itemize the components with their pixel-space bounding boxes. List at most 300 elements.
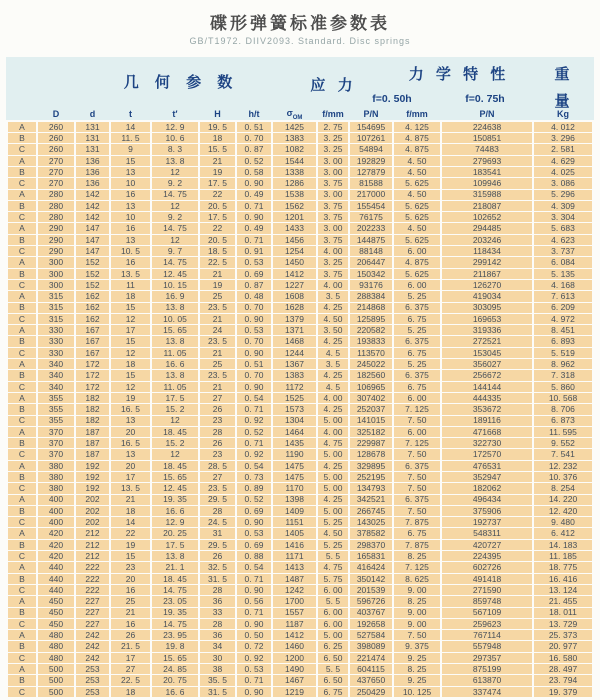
cell-f-075: 6. 75 — [394, 382, 440, 392]
cell-t-prime: 9. 2 — [152, 212, 198, 222]
cell-class: B — [8, 675, 36, 685]
cell-f-050: 5. 00 — [318, 630, 348, 640]
table-row — [8, 190, 592, 200]
cell-t: 20 — [111, 427, 150, 437]
cell-D: 315 — [38, 291, 74, 301]
cell-t: 10. 5 — [111, 246, 150, 256]
cell-p-050: 106965 — [350, 382, 392, 392]
table-row — [8, 517, 592, 527]
cell-sigma-om: 1525 — [273, 393, 316, 403]
cell-d: 136 — [76, 178, 109, 188]
cell-f-075: 9. 25 — [394, 675, 440, 685]
cell-f-050: 3. 75 — [318, 235, 348, 245]
cell-t: 21 — [111, 608, 150, 618]
cell-t-prime: 13. 8 — [152, 303, 198, 313]
table-row — [8, 540, 592, 550]
cell-f-050: 5. 25 — [318, 540, 348, 550]
cell-d: 142 — [76, 212, 109, 222]
cell-sigma-om: 1371 — [273, 325, 316, 335]
cell-p-075: 218087 — [442, 201, 532, 211]
cell-sigma-om: 1170 — [273, 483, 316, 493]
cell-f-075: 4. 50 — [394, 223, 440, 233]
header-weight-top: 重 — [554, 66, 570, 83]
table-body — [8, 122, 592, 697]
cell-t: 14 — [111, 517, 150, 527]
cell-f-050: 3. 50 — [318, 325, 348, 335]
table-row — [8, 664, 592, 674]
cell-p-075: 602726 — [442, 562, 532, 572]
cell-D: 300 — [38, 269, 74, 279]
cell-d: 162 — [76, 303, 109, 313]
cell-p-050: 245022 — [350, 359, 392, 369]
table-row — [8, 449, 592, 459]
cell-kg: 13. 729 — [534, 619, 592, 629]
cell-h-over-t: 0. 92 — [237, 416, 271, 426]
cell-kg: 7. 318 — [534, 370, 592, 380]
cell-D: 270 — [38, 156, 74, 166]
cell-f-075: 7. 50 — [394, 630, 440, 640]
cell-d: 212 — [76, 528, 109, 538]
cell-t-prime: 16. 6 — [152, 687, 198, 697]
cell-D: 270 — [38, 178, 74, 188]
cell-p-050: 154695 — [350, 122, 392, 132]
cell-t: 21 — [111, 495, 150, 505]
cell-sigma-om: 1367 — [273, 359, 316, 369]
cell-d: 222 — [76, 562, 109, 572]
col-header-class — [8, 108, 36, 121]
cell-class: C — [8, 619, 36, 629]
cell-p-075: 294485 — [442, 223, 532, 233]
cell-t: 16 — [111, 190, 150, 200]
cell-f-075: 4. 50 — [394, 167, 440, 177]
cell-p-075: 153045 — [442, 348, 532, 358]
cell-kg: 14. 220 — [534, 495, 592, 505]
cell-t-prime: 12. 45 — [152, 483, 198, 493]
cell-p-075: 126270 — [442, 280, 532, 290]
cell-D: 340 — [38, 370, 74, 380]
cell-h-over-t: 0. 92 — [237, 653, 271, 663]
cell-H: 23. 5 — [200, 370, 235, 380]
cell-f-075: 9. 375 — [394, 641, 440, 651]
cell-h-over-t: 0. 70 — [237, 133, 271, 143]
cell-d: 167 — [76, 336, 109, 346]
cell-D: 290 — [38, 223, 74, 233]
cell-t: 15 — [111, 551, 150, 561]
cell-class: C — [8, 416, 36, 426]
cell-h-over-t: 0. 70 — [237, 370, 271, 380]
cell-h-over-t: 0. 54 — [237, 562, 271, 572]
cell-class: B — [8, 303, 36, 313]
cell-kg: 11. 595 — [534, 427, 592, 437]
cell-d: 172 — [76, 370, 109, 380]
cell-t: 16 — [111, 585, 150, 595]
cell-D: 380 — [38, 483, 74, 493]
cell-class: B — [8, 540, 36, 550]
cell-t-prime: 16. 6 — [152, 506, 198, 516]
cell-p-050: 527584 — [350, 630, 392, 640]
cell-p-075: 102652 — [442, 212, 532, 222]
cell-h-over-t: 0. 87 — [237, 280, 271, 290]
cell-f-050: 5. 00 — [318, 449, 348, 459]
cell-h-over-t: 0. 90 — [237, 348, 271, 358]
cell-t: 22. 5 — [111, 675, 150, 685]
header-weight-bottom: 量 — [554, 93, 570, 110]
cell-f-050: 4. 25 — [318, 404, 348, 414]
cell-class: A — [8, 122, 36, 132]
cell-f-050: 5. 00 — [318, 416, 348, 426]
header-f-050h: f=0. 50h — [372, 93, 412, 105]
table-row — [8, 235, 592, 245]
cell-f-050: 4. 50 — [318, 314, 348, 324]
cell-D: 260 — [38, 133, 74, 143]
cell-f-075: 4. 875 — [394, 133, 440, 143]
cell-sigma-om: 1201 — [273, 212, 316, 222]
cell-sigma-om: 1383 — [273, 370, 316, 380]
cell-f-050: 2. 75 — [318, 122, 348, 132]
cell-t-prime: 19. 35 — [152, 495, 198, 505]
cell-kg: 4. 168 — [534, 280, 592, 290]
cell-h-over-t: 0. 90 — [237, 517, 271, 527]
cell-p-075: 271590 — [442, 585, 532, 595]
cell-sigma-om: 1412 — [273, 269, 316, 279]
cell-sigma-om: 1413 — [273, 562, 316, 572]
cell-kg: 21. 455 — [534, 596, 592, 606]
col-header-H: H — [214, 109, 221, 120]
cell-p-075: 859748 — [442, 596, 532, 606]
cell-D: 500 — [38, 687, 74, 697]
cell-p-050: 604115 — [350, 664, 392, 674]
cell-t: 26 — [111, 630, 150, 640]
cell-kg: 16. 580 — [534, 653, 592, 663]
cell-p-050: 217000 — [350, 190, 392, 200]
cell-H: 34 — [200, 641, 235, 651]
cell-p-050: 202233 — [350, 223, 392, 233]
cell-t-prime: 10. 05 — [152, 314, 198, 324]
cell-t-prime: 21. 1 — [152, 562, 198, 572]
cell-H: 28 — [200, 619, 235, 629]
cell-H: 33 — [200, 608, 235, 618]
cell-H: 24. 5 — [200, 517, 235, 527]
cell-p-075: 491418 — [442, 574, 532, 584]
cell-h-over-t: 0. 69 — [237, 269, 271, 279]
cell-t-prime: 9. 7 — [152, 246, 198, 256]
cell-D: 330 — [38, 336, 74, 346]
cell-f-075: 7. 875 — [394, 540, 440, 550]
cell-D: 440 — [38, 585, 74, 595]
cell-D: 420 — [38, 540, 74, 550]
cell-kg: 3. 304 — [534, 212, 592, 222]
cell-H: 21 — [200, 382, 235, 392]
cell-kg: 19. 379 — [534, 687, 592, 697]
cell-h-over-t: 0. 87 — [237, 144, 271, 154]
cell-h-over-t: 0. 53 — [237, 528, 271, 538]
cell-D: 260 — [38, 144, 74, 154]
cell-class: A — [8, 190, 36, 200]
cell-kg: 13. 124 — [534, 585, 592, 595]
cell-H: 15. 5 — [200, 144, 235, 154]
cell-p-050: 378582 — [350, 528, 392, 538]
cell-H: 35. 5 — [200, 675, 235, 685]
cell-p-075: 144144 — [442, 382, 532, 392]
cell-D: 355 — [38, 404, 74, 414]
cell-kg: 4. 012 — [534, 122, 592, 132]
cell-D: 300 — [38, 257, 74, 267]
cell-f-075: 6. 00 — [394, 246, 440, 256]
cell-p-075: 476531 — [442, 461, 532, 471]
cell-p-050: 155454 — [350, 201, 392, 211]
cell-t-prime: 15. 2 — [152, 404, 198, 414]
cell-d: 131 — [76, 144, 109, 154]
cell-f-075: 8. 25 — [394, 596, 440, 606]
cell-D: 315 — [38, 314, 74, 324]
table-row — [8, 246, 592, 256]
cell-p-050: 76175 — [350, 212, 392, 222]
col-header-D: D — [52, 109, 60, 120]
cell-h-over-t: 0. 72 — [237, 641, 271, 651]
cell-t: 13. 5 — [111, 269, 150, 279]
cell-t: 16. 5 — [111, 438, 150, 448]
cell-f-050: 3. 25 — [318, 133, 348, 143]
cell-D: 280 — [38, 201, 74, 211]
cell-sigma-om: 1433 — [273, 223, 316, 233]
cell-class: B — [8, 574, 36, 584]
cell-D: 440 — [38, 562, 74, 572]
cell-p-050: 206447 — [350, 257, 392, 267]
cell-sigma-om: 1172 — [273, 382, 316, 392]
cell-sigma-om: 1405 — [273, 528, 316, 538]
cell-d: 142 — [76, 190, 109, 200]
cell-f-075: 5. 625 — [394, 201, 440, 211]
table-row — [8, 630, 592, 640]
table-row — [8, 325, 592, 335]
cell-p-050: 192829 — [350, 156, 392, 166]
cell-kg: 10. 376 — [534, 472, 592, 482]
cell-kg: 6. 873 — [534, 416, 592, 426]
cell-kg: 4. 972 — [534, 314, 592, 324]
cell-p-075: 875199 — [442, 664, 532, 674]
cell-d: 167 — [76, 325, 109, 335]
cell-H: 22 — [200, 190, 235, 200]
col-header-pn-075: P/N — [479, 109, 495, 120]
cell-sigma-om: 1171 — [273, 551, 316, 561]
cell-sigma-om: 1573 — [273, 404, 316, 414]
cell-h-over-t: 0. 71 — [237, 235, 271, 245]
cell-t: 18 — [111, 687, 150, 697]
cell-f-075: 10. 125 — [394, 687, 440, 697]
cell-D: 340 — [38, 359, 74, 369]
cell-D: 355 — [38, 416, 74, 426]
cell-p-075: 279693 — [442, 156, 532, 166]
cell-H: 32. 5 — [200, 562, 235, 572]
cell-t-prime: 11. 05 — [152, 382, 198, 392]
cell-H: 28 — [200, 427, 235, 437]
col-header-f-050: f/mm — [322, 109, 344, 120]
cell-f-050: 6. 50 — [318, 653, 348, 663]
cell-d: 222 — [76, 585, 109, 595]
cell-p-050: 229987 — [350, 438, 392, 448]
table-row — [8, 359, 592, 369]
cell-h-over-t: 0. 49 — [237, 190, 271, 200]
cell-p-050: 193833 — [350, 336, 392, 346]
table-row — [8, 144, 592, 154]
cell-sigma-om: 1468 — [273, 336, 316, 346]
cell-d: 182 — [76, 416, 109, 426]
cell-kg: 4. 309 — [534, 201, 592, 211]
cell-t-prime: 11. 05 — [152, 348, 198, 358]
cell-D: 370 — [38, 438, 74, 448]
cell-sigma-om: 1628 — [273, 303, 316, 313]
cell-t-prime: 14. 75 — [152, 223, 198, 233]
cell-d: 152 — [76, 269, 109, 279]
cell-d: 131 — [76, 133, 109, 143]
cell-kg: 8. 962 — [534, 359, 592, 369]
cell-sigma-om: 1151 — [273, 517, 316, 527]
cell-h-over-t: 0. 53 — [237, 664, 271, 674]
cell-t: 19 — [111, 393, 150, 403]
cell-sigma-om: 1082 — [273, 144, 316, 154]
cell-d: 136 — [76, 167, 109, 177]
cell-t-prime: 8. 3 — [152, 144, 198, 154]
table-row — [8, 416, 592, 426]
cell-kg: 14. 183 — [534, 540, 592, 550]
cell-f-050: 3. 75 — [318, 201, 348, 211]
cell-f-075: 9. 00 — [394, 619, 440, 629]
cell-class: B — [8, 608, 36, 618]
cell-h-over-t: 0. 71 — [237, 201, 271, 211]
cell-kg: 6. 084 — [534, 257, 592, 267]
cell-f-050: 3. 25 — [318, 144, 348, 154]
table-row — [8, 506, 592, 516]
cell-f-075: 4. 50 — [394, 190, 440, 200]
cell-t-prime: 16. 9 — [152, 291, 198, 301]
cell-p-075: 203246 — [442, 235, 532, 245]
cell-d: 147 — [76, 246, 109, 256]
cell-sigma-om: 1435 — [273, 438, 316, 448]
table-row — [8, 551, 592, 561]
cell-d: 182 — [76, 393, 109, 403]
table-row — [8, 528, 592, 538]
cell-p-050: 325182 — [350, 427, 392, 437]
cell-D: 280 — [38, 190, 74, 200]
cell-f-050: 3. 5 — [318, 291, 348, 301]
cell-p-075: 767114 — [442, 630, 532, 640]
cell-t: 10 — [111, 178, 150, 188]
cell-f-075: 7. 125 — [394, 438, 440, 448]
cell-f-075: 5. 25 — [394, 291, 440, 301]
cell-t-prime: 13. 8 — [152, 156, 198, 166]
cell-kg: 28. 497 — [534, 664, 592, 674]
cell-h-over-t: 0. 53 — [237, 325, 271, 335]
cell-p-050: 88148 — [350, 246, 392, 256]
spring-parameter-table — [6, 57, 594, 698]
cell-class: C — [8, 517, 36, 527]
cell-h-over-t: 0. 54 — [237, 461, 271, 471]
cell-t-prime: 15. 65 — [152, 325, 198, 335]
cell-p-075: 315988 — [442, 190, 532, 200]
cell-p-050: 398089 — [350, 641, 392, 651]
cell-f-050: 5. 5 — [318, 664, 348, 674]
cell-h-over-t: 0. 54 — [237, 393, 271, 403]
cell-p-050: 342521 — [350, 495, 392, 505]
cell-class: A — [8, 156, 36, 166]
cell-d: 182 — [76, 404, 109, 414]
table-row — [8, 178, 592, 188]
table-row — [8, 562, 592, 572]
cell-h-over-t: 0. 52 — [237, 495, 271, 505]
cell-H: 19 — [200, 167, 235, 177]
cell-p-050: 107261 — [350, 133, 392, 143]
cell-p-050: 266745 — [350, 506, 392, 516]
cell-sigma-om: 1490 — [273, 664, 316, 674]
cell-f-075: 8. 625 — [394, 574, 440, 584]
cell-t: 17 — [111, 325, 150, 335]
header-stress: 应 力 — [310, 77, 357, 94]
table-row — [8, 291, 592, 301]
cell-H: 20. 5 — [200, 201, 235, 211]
cell-t-prime: 19. 8 — [152, 641, 198, 651]
cell-t-prime: 18. 45 — [152, 427, 198, 437]
cell-t-prime: 15. 65 — [152, 653, 198, 663]
cell-H: 18 — [200, 133, 235, 143]
cell-kg: 12. 232 — [534, 461, 592, 471]
cell-sigma-om: 1475 — [273, 461, 316, 471]
table-row — [8, 280, 592, 290]
cell-d: 242 — [76, 641, 109, 651]
cell-p-075: 352947 — [442, 472, 532, 482]
table-row — [8, 585, 592, 595]
col-header-t-prime: t′ — [172, 109, 178, 120]
table-row — [8, 483, 592, 493]
cell-f-050: 3. 75 — [318, 178, 348, 188]
col-header-pn-050: P/N — [363, 109, 379, 120]
cell-sigma-om: 1379 — [273, 314, 316, 324]
cell-H: 23 — [200, 416, 235, 426]
cell-class: B — [8, 336, 36, 346]
cell-d: 227 — [76, 596, 109, 606]
cell-f-075: 6. 75 — [394, 528, 440, 538]
cell-f-050: 4. 00 — [318, 246, 348, 256]
cell-d: 147 — [76, 223, 109, 233]
cell-t: 16 — [111, 257, 150, 267]
cell-class: B — [8, 506, 36, 516]
cell-p-050: 150342 — [350, 269, 392, 279]
cell-class: B — [8, 235, 36, 245]
header-geometry-params: 几 何 参 数 — [123, 74, 239, 91]
cell-t-prime: 18. 45 — [152, 574, 198, 584]
cell-H: 31 — [200, 528, 235, 538]
cell-t: 21. 5 — [111, 641, 150, 651]
cell-kg: 6. 209 — [534, 303, 592, 313]
cell-D: 280 — [38, 212, 74, 222]
cell-D: 480 — [38, 630, 74, 640]
cell-t: 17 — [111, 472, 150, 482]
cell-kg: 3. 296 — [534, 133, 592, 143]
cell-t-prime: 14. 75 — [152, 585, 198, 595]
cell-t: 13 — [111, 167, 150, 177]
cell-t: 18 — [111, 359, 150, 369]
cell-H: 21 — [200, 314, 235, 324]
cell-t-prime: 12 — [152, 235, 198, 245]
cell-H: 36 — [200, 630, 235, 640]
cell-h-over-t: 0. 70 — [237, 303, 271, 313]
cell-t: 20 — [111, 461, 150, 471]
cell-kg: 16. 416 — [534, 574, 592, 584]
cell-t-prime: 16. 6 — [152, 359, 198, 369]
cell-H: 23. 5 — [200, 483, 235, 493]
cell-D: 380 — [38, 461, 74, 471]
data-table — [6, 107, 594, 698]
cell-kg: 25. 373 — [534, 630, 592, 640]
